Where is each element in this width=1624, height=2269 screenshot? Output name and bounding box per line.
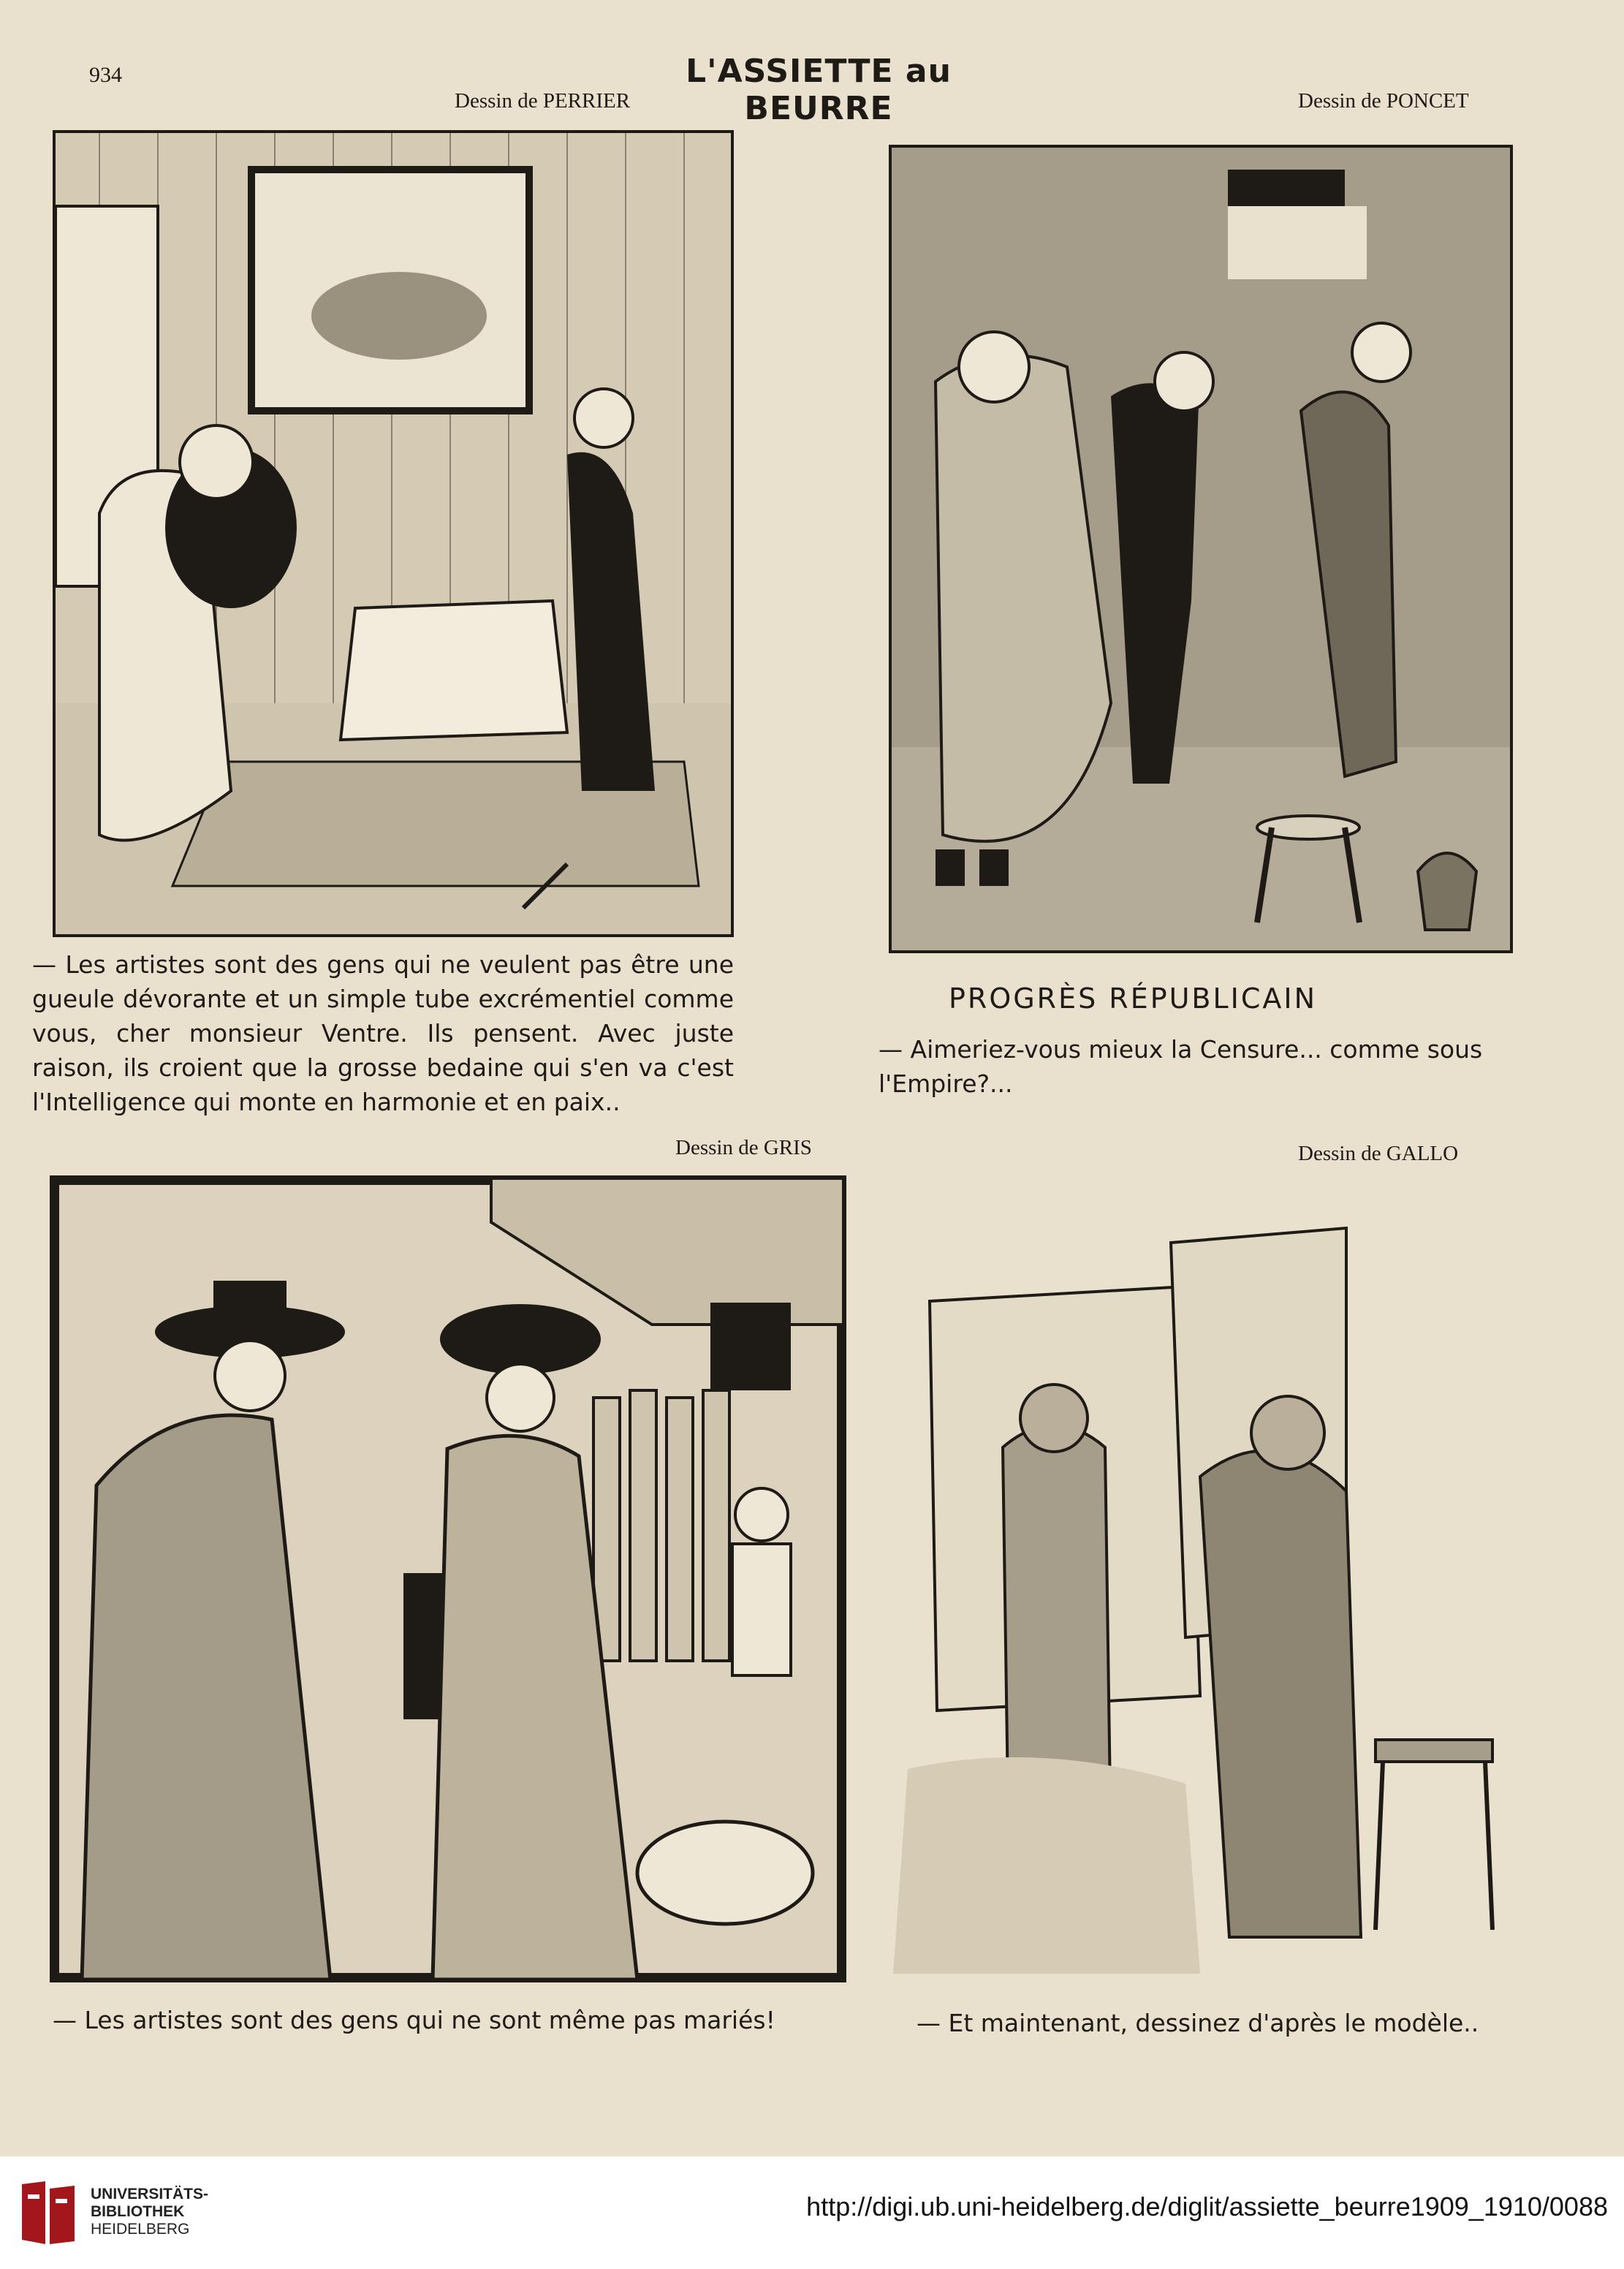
institution-line-2: BIBLIOTHEK bbox=[91, 2203, 185, 2220]
institution-line-1: UNIVERSITÄTS- bbox=[91, 2186, 209, 2202]
credit-poncet: Dessin de PONCET bbox=[1298, 89, 1469, 113]
institution-name bbox=[91, 2186, 208, 2238]
illustration-gallo bbox=[893, 1184, 1522, 1974]
masthead-title: L'ASSIETTE au BEURRE bbox=[686, 53, 952, 127]
credit-perrier: Dessin de PERRIER bbox=[455, 89, 631, 113]
caption-gris: — Les artistes sont des gens qui ne sont même pas mariés! bbox=[53, 2006, 775, 2034]
caption-gallo: — Et maintenant, dessinez d'après le modèle.. bbox=[917, 2009, 1479, 2037]
caption-poncet: — Aimeriez-vous mieux la Censure... comme sous l'Empire?... bbox=[879, 1035, 1483, 1098]
university-library-logo-icon bbox=[18, 2178, 79, 2247]
institution-line-3: HEIDELBERG bbox=[91, 2221, 190, 2238]
prison-scene-illustration bbox=[892, 148, 1510, 950]
credit-gris: Dessin de GRIS bbox=[675, 1136, 812, 1159]
painter-and-model-illustration bbox=[893, 1184, 1522, 1974]
artist-couple-illustration bbox=[53, 1178, 843, 1980]
credit-gallo: Dessin de GALLO bbox=[1298, 1142, 1459, 1165]
illustration-poncet bbox=[889, 145, 1513, 953]
page-number: 934 bbox=[89, 63, 122, 87]
library-footer bbox=[0, 2156, 1624, 2269]
illustration-gris bbox=[50, 1175, 846, 1982]
caption-perrier: — Les artistes sont des gens qui ne veulent pas être une gueule dévorante et un simple tube excrémentiel comme vous, cher monsieur Ventre. Ils pensent. Avec juste raison, ils croient que la grosse bedaine qui s'en va c'est l'Intelligence qui monte en harmonie et en paix.. bbox=[32, 950, 734, 1116]
title-progres-republicain: PROGRÈS RÉPUBLICAIN bbox=[949, 982, 1318, 1015]
artists-dining-illustration bbox=[56, 133, 731, 934]
source-url-link[interactable]: http://digi.ub.uni-heidelberg.de/diglit/assiette_beurre1909_1910/0088 bbox=[806, 2192, 1608, 2221]
illustration-perrier bbox=[53, 130, 734, 937]
